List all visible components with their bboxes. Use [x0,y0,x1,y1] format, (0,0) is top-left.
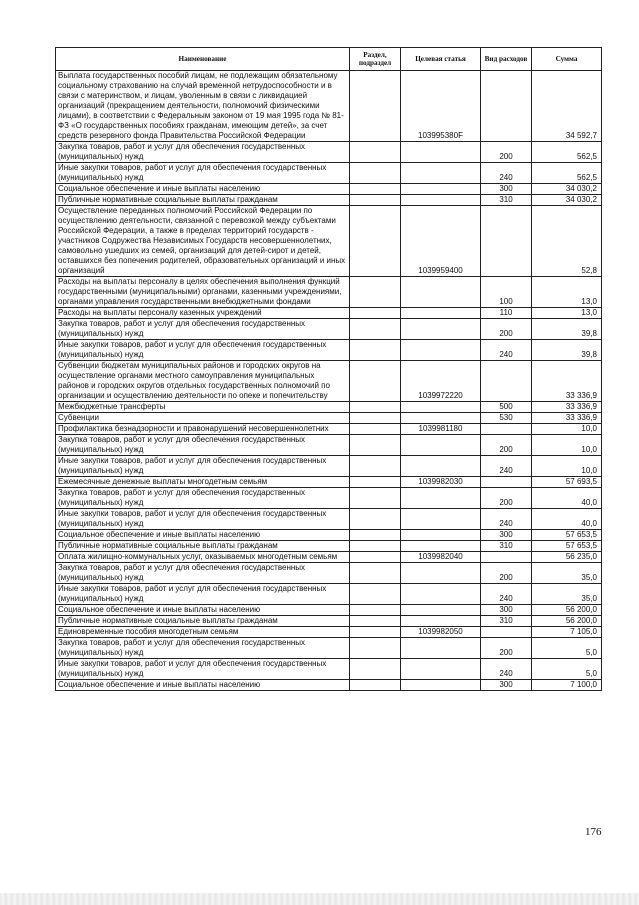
row-vid-cell [481,71,532,142]
table-row [56,163,602,184]
row-name-cell: Расходы на выплаты персоналу казенных учреждений [56,308,350,319]
row-name-cell: Социальное обеспечение и иные выплаты населению [56,530,350,541]
row-razdel-cell [350,413,401,424]
row-sum-cell: 5,0 [532,659,602,680]
row-vid-cell [481,627,532,638]
row-code-cell [401,195,481,206]
row-sum-cell: 10,0 [532,435,602,456]
row-code-cell: 1039972220 [401,361,481,402]
table-row [56,605,602,616]
table-row [56,277,602,308]
row-name-cell: Профилактика безнадзорности и правонарушений несовершеннолетних [56,424,350,435]
table-row [56,616,602,627]
row-code-cell [401,456,481,477]
row-sum-cell: 56 200,0 [532,605,602,616]
table-row [56,530,602,541]
row-name-cell: Иные закупки товаров, работ и услуг для обеспечения государственных (муниципальных) нужд [56,456,350,477]
row-razdel-cell [350,541,401,552]
row-razdel-cell [350,509,401,530]
row-razdel-cell [350,195,401,206]
row-razdel-cell [350,627,401,638]
table-row [56,627,602,638]
row-code-cell: 103995380F [401,71,481,142]
row-name-cell: Закупка товаров, работ и услуг для обеспечения государственных (муниципальных) нужд [56,638,350,659]
row-name-cell: Закупка товаров, работ и услуг для обеспечения государственных (муниципальных) нужд [56,319,350,340]
row-sum-cell: 57 693,5 [532,477,602,488]
row-name-cell: Социальное обеспечение и иные выплаты населению [56,184,350,195]
row-razdel-cell [350,456,401,477]
row-razdel-cell [350,605,401,616]
row-vid-cell: 200 [481,563,532,584]
row-code-cell [401,184,481,195]
table-row [56,541,602,552]
row-code-cell [401,680,481,691]
table-row [56,424,602,435]
row-name-cell: Социальное обеспечение и иные выплаты населению [56,680,350,691]
row-vid-cell: 100 [481,277,532,308]
table-body [56,71,602,691]
table-row [56,206,602,277]
row-vid-cell: 310 [481,195,532,206]
row-sum-cell: 35,0 [532,563,602,584]
table-row [56,319,602,340]
row-sum-cell: 39,8 [532,340,602,361]
row-razdel-cell [350,659,401,680]
row-sum-cell: 57 653,5 [532,541,602,552]
row-name-cell: Закупка товаров, работ и услуг для обеспечения государственных (муниципальных) нужд [56,563,350,584]
row-name-cell: Иные закупки товаров, работ и услуг для обеспечения государственных (муниципальных) нужд [56,340,350,361]
row-code-cell [401,308,481,319]
row-razdel-cell [350,308,401,319]
row-razdel-cell [350,488,401,509]
row-code-cell [401,163,481,184]
row-razdel-cell [350,402,401,413]
row-name-cell: Публичные нормативные социальные выплаты гражданам [56,195,350,206]
header-code: Целевая статья [401,48,481,71]
table-row [56,680,602,691]
table-row [56,488,602,509]
row-vid-cell: 240 [481,509,532,530]
row-name-cell: Осуществление переданных полномочий Российской Федерации по осуществлению деятельности, связанной с перевозкой между субъектами Российской Федерации, а также в пределах территорий государств - участников Содружества Независимых Государств несовершеннолетних, самовольно ушедших из семей, организаций для детей-сирот и детей, оставшихся без попечения родителей, образовательных организаций и иных организаций [56,206,350,277]
row-vid-cell: 300 [481,530,532,541]
row-vid-cell: 500 [481,402,532,413]
row-vid-cell: 240 [481,456,532,477]
row-vid-cell [481,424,532,435]
row-vid-cell [481,552,532,563]
row-vid-cell: 200 [481,142,532,163]
row-razdel-cell [350,563,401,584]
row-razdel-cell [350,552,401,563]
row-name-cell: Иные закупки товаров, работ и услуг для обеспечения государственных (муниципальных) нужд [56,584,350,605]
table-row [56,477,602,488]
row-razdel-cell [350,340,401,361]
row-code-cell [401,340,481,361]
row-sum-cell: 34 030,2 [532,195,602,206]
row-code-cell [401,659,481,680]
row-sum-cell: 10,0 [532,424,602,435]
row-razdel-cell [350,71,401,142]
row-vid-cell [481,477,532,488]
row-razdel-cell [350,361,401,402]
row-code-cell [401,402,481,413]
row-code-cell: 1039959400 [401,206,481,277]
row-name-cell: Расходы на выплаты персоналу в целях обеспечения выполнения функций государственными (муниципальными) органами, казенными учреждениями, органами управления государственными внебюджетными фондами [56,277,350,308]
row-sum-cell: 33 336,9 [532,361,602,402]
row-razdel-cell [350,319,401,340]
row-name-cell: Закупка товаров, работ и услуг для обеспечения государственных (муниципальных) нужд [56,435,350,456]
header-vid: Вид расходов [481,48,532,71]
row-sum-cell: 34 030,2 [532,184,602,195]
row-vid-cell: 530 [481,413,532,424]
table-row [56,308,602,319]
row-name-cell: Ежемесячные денежные выплаты многодетным семьям [56,477,350,488]
row-razdel-cell [350,142,401,163]
row-code-cell [401,530,481,541]
table-row [56,659,602,680]
row-code-cell [401,413,481,424]
header-name: Наименование [56,48,350,71]
row-code-cell [401,563,481,584]
table-row [56,340,602,361]
row-sum-cell: 13,0 [532,308,602,319]
row-vid-cell [481,206,532,277]
row-vid-cell: 240 [481,659,532,680]
table-row [56,361,602,402]
row-code-cell: 1039982030 [401,477,481,488]
row-sum-cell: 40,0 [532,509,602,530]
row-razdel-cell [350,206,401,277]
row-name-cell: Единовременные пособия многодетным семьям [56,627,350,638]
row-vid-cell: 240 [481,163,532,184]
row-razdel-cell [350,584,401,605]
table-row [56,509,602,530]
row-sum-cell: 56 235,0 [532,552,602,563]
row-sum-cell: 10,0 [532,456,602,477]
page-number: 176 [585,826,602,838]
row-razdel-cell [350,616,401,627]
table-row [56,435,602,456]
row-vid-cell: 200 [481,638,532,659]
row-code-cell [401,584,481,605]
row-razdel-cell [350,184,401,195]
table-row [56,638,602,659]
row-vid-cell: 310 [481,616,532,627]
row-name-cell: Публичные нормативные социальные выплаты гражданам [56,541,350,552]
row-sum-cell: 7 100,0 [532,680,602,691]
row-code-cell [401,435,481,456]
row-name-cell: Иные закупки товаров, работ и услуг для обеспечения государственных (муниципальных) нужд [56,659,350,680]
row-sum-cell: 57 653,5 [532,530,602,541]
row-code-cell [401,616,481,627]
row-name-cell: Социальное обеспечение и иные выплаты населению [56,605,350,616]
row-sum-cell: 40,0 [532,488,602,509]
table-row [56,142,602,163]
row-name-cell: Выплата государственных пособий лицам, не подлежащим обязательному социальному страхованию на случай временной нетрудоспособности и в связи с материнством, и лицам, уволенным в связи с ликвидацией организаций (прекращением деятельности, полномочий физическими лицами), в соответствии с Федеральным законом от 19 мая 1995 года № 81-ФЗ «О государственных пособиях гражданам, имеющим детей», за счет средств резервного фонда Правительства Российской Федерации [56,71,350,142]
row-name-cell: Оплата жилищно-коммунальных услуг, оказываемых многодетным семьям [56,552,350,563]
table-row [56,195,602,206]
row-razdel-cell [350,163,401,184]
table-row [56,71,602,142]
row-vid-cell: 300 [481,605,532,616]
row-code-cell [401,142,481,163]
row-sum-cell: 33 336,9 [532,413,602,424]
row-sum-cell: 5,0 [532,638,602,659]
row-vid-cell: 240 [481,340,532,361]
row-vid-cell [481,361,532,402]
row-vid-cell: 240 [481,584,532,605]
table-row [56,184,602,195]
row-name-cell: Закупка товаров, работ и услуг для обеспечения государственных (муниципальных) нужд [56,142,350,163]
row-vid-cell: 200 [481,488,532,509]
row-razdel-cell [350,530,401,541]
table-row [56,402,602,413]
row-code-cell: 1039982050 [401,627,481,638]
row-name-cell: Публичные нормативные социальные выплаты гражданам [56,616,350,627]
row-sum-cell: 39,8 [532,319,602,340]
row-code-cell [401,605,481,616]
row-razdel-cell [350,435,401,456]
row-razdel-cell [350,424,401,435]
header-razdel: Раздел, подраздел [350,48,401,71]
row-vid-cell: 200 [481,435,532,456]
row-code-cell [401,319,481,340]
row-vid-cell: 300 [481,680,532,691]
row-sum-cell: 7 105,0 [532,627,602,638]
table-row [56,563,602,584]
row-sum-cell: 56 200,0 [532,616,602,627]
row-sum-cell: 562,5 [532,142,602,163]
row-razdel-cell [350,277,401,308]
row-code-cell [401,277,481,308]
row-razdel-cell [350,680,401,691]
table-row [56,552,602,563]
table-header-row [56,48,602,71]
row-sum-cell: 35,0 [532,584,602,605]
row-code-cell: 1039982040 [401,552,481,563]
row-code-cell: 1039981180 [401,424,481,435]
row-name-cell: Субвенции [56,413,350,424]
budget-table [55,47,602,691]
row-sum-cell: 52,8 [532,206,602,277]
table-row [56,584,602,605]
table-row [56,456,602,477]
row-sum-cell: 13,0 [532,277,602,308]
header-sum: Сумма [532,48,602,71]
row-name-cell: Субвенции бюджетам муниципальных районов и городских округов на осуществление органами местного самоуправления муниципальных районов и городских округов отдельных государственных полномочий по организации и осуществлению деятельности по опеке и попечительству [56,361,350,402]
row-vid-cell: 200 [481,319,532,340]
row-code-cell [401,509,481,530]
row-razdel-cell [350,638,401,659]
row-name-cell: Иные закупки товаров, работ и услуг для обеспечения государственных (муниципальных) нужд [56,163,350,184]
row-sum-cell: 562,5 [532,163,602,184]
row-code-cell [401,638,481,659]
row-vid-cell: 300 [481,184,532,195]
row-razdel-cell [350,477,401,488]
row-sum-cell: 34 592,7 [532,71,602,142]
row-vid-cell: 310 [481,541,532,552]
table-row [56,413,602,424]
scan-footer-strip [0,893,639,905]
row-code-cell [401,488,481,509]
row-sum-cell: 33 336,9 [532,402,602,413]
row-name-cell: Закупка товаров, работ и услуг для обеспечения государственных (муниципальных) нужд [56,488,350,509]
row-code-cell [401,541,481,552]
row-name-cell: Иные закупки товаров, работ и услуг для обеспечения государственных (муниципальных) нужд [56,509,350,530]
row-name-cell: Межбюджетные трансферты [56,402,350,413]
row-vid-cell: 110 [481,308,532,319]
